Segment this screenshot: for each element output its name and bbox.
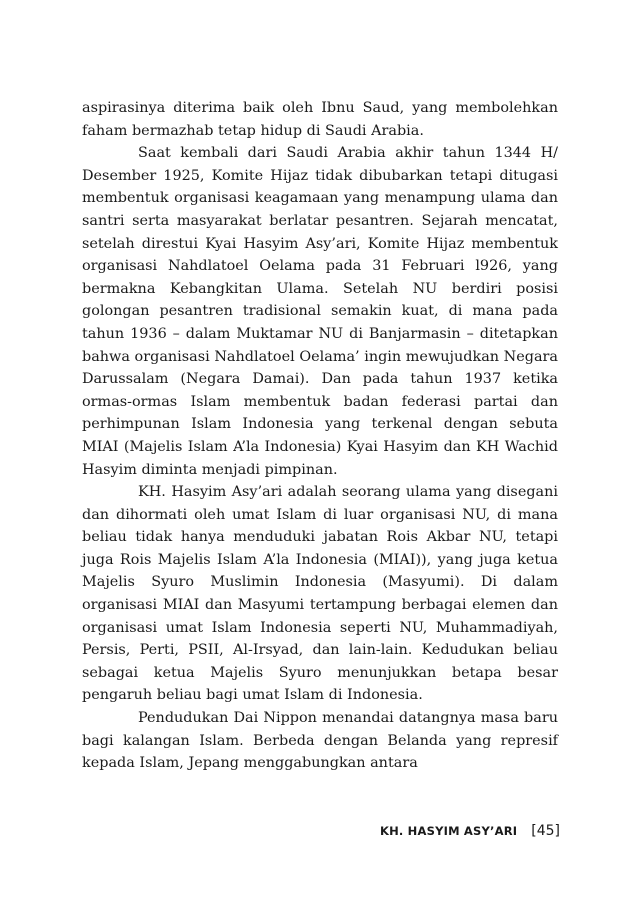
paragraph-continuation: aspirasinya diterima baik oleh Ibnu Saud, yang membolehkan faham bermazhab tetap hidup di Saudi Arabia. <box>82 100 558 139</box>
page-footer <box>380 823 560 839</box>
page-number: [45] <box>531 823 560 839</box>
paragraph-hasyim-asyari: KH. Hasyim Asy’ari adalah seorang ulama yang disegani dan dihormati oleh umat Islam di luar organisasi NU, di mana beliau tidak hanya menduduki jabatan Rois Akbar NU, tetapi juga Rois Majelis Islam A’la Indonesia (MIAI)), yang juga ketua Majelis Syuro Muslimin Indonesia (Masyumi). Di dalam organisasi MIAI dan Masyumi tertampung berbagai elemen dan organisasi umat Islam Indonesia seperti NU, Muhammadiyah, Persis, Perti, PSII, Al-Irsyad, dan lain-lain. Kedudukan beliau sebagai ketua Majelis Syuro menunjukkan betapa besar pengaruh beliau bagi umat Islam di Indonesia. <box>82 484 558 704</box>
running-title: KH. HASYIM ASY’ARI <box>379 824 518 838</box>
paragraph-dai-nippon: Pendudukan Dai Nippon menandai datangnya masa baru bagi kalangan Islam. Berbeda dengan Belanda yang represif kepada Islam, Jepang menggabungkan antara <box>82 710 558 772</box>
paragraph-komite-hijaz: Saat kembali dari Saudi Arabia akhir tahun 1344 H/ Desember 1925, Komite Hijaz tidak dibubarkan tetapi ditugasi membentuk organisasi keagamaan yang menampung ulama dan santri serta masyarakat berlatar pesantren. Sejarah mencatat, setelah direstui Kyai Hasyim Asy’ari, Komite Hijaz membentuk organisasi Nahdlatoel Oelama pada 31 Februari l926, yang bermakna Kebangkitan Ulama. Setelah NU berdiri posisi golongan pesantren tradisional semakin kuat, di mana pada tahun 1936 – dalam Muktamar NU di Banjarmasin – ditetapkan bahwa organisasi Nahdlatoel Oelama’ ingin mewujudkan Negara Darussalam (Negara Damai). Dan pada tahun 1937 ketika ormas-ormas Islam membentuk badan federasi partai dan perhimpunan Islam Indonesia yang terkenal dengan sebuta MIAI (Majelis Islam A’la Indonesia) Kyai Hasyim dan KH Wachid Hasyim diminta menjadi pimpinan. <box>82 145 558 478</box>
body-text <box>82 97 558 775</box>
